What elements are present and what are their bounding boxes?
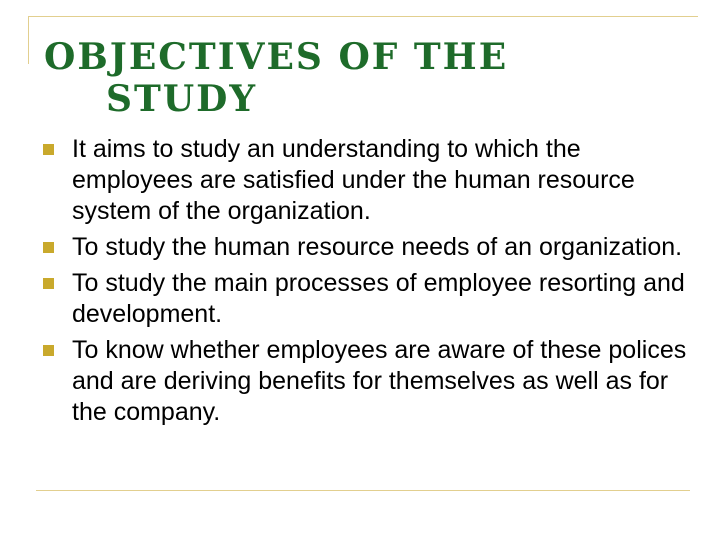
- title-line-1: OBJECTIVES OF THE: [44, 36, 509, 78]
- bottom-rule: [36, 490, 690, 491]
- bullet-text: To study the human resource needs of an organization.: [72, 233, 683, 261]
- square-bullet-icon: [43, 144, 54, 155]
- square-bullet-icon: [43, 345, 54, 356]
- title-line-2: STUDY: [106, 78, 258, 120]
- left-rule: [28, 16, 29, 64]
- bullet-text: To know whether employees are aware of these polices and are deriving benefits for themselves as well as for the company.: [72, 336, 687, 426]
- bullet-text: It aims to study an understanding to which the employees are satisfied under the human resource system of the organization.: [72, 135, 635, 225]
- bullet-item: [42, 134, 692, 227]
- square-bullet-icon: [43, 278, 54, 289]
- top-rule: [28, 16, 698, 17]
- slide-title: [44, 36, 508, 120]
- bullet-item: [42, 268, 692, 330]
- square-bullet-icon: [43, 242, 54, 253]
- bullet-item: [42, 335, 692, 428]
- bullet-item: [42, 232, 692, 263]
- bullet-list: [42, 134, 692, 433]
- bullet-text: To study the main processes of employee resorting and development.: [72, 269, 685, 328]
